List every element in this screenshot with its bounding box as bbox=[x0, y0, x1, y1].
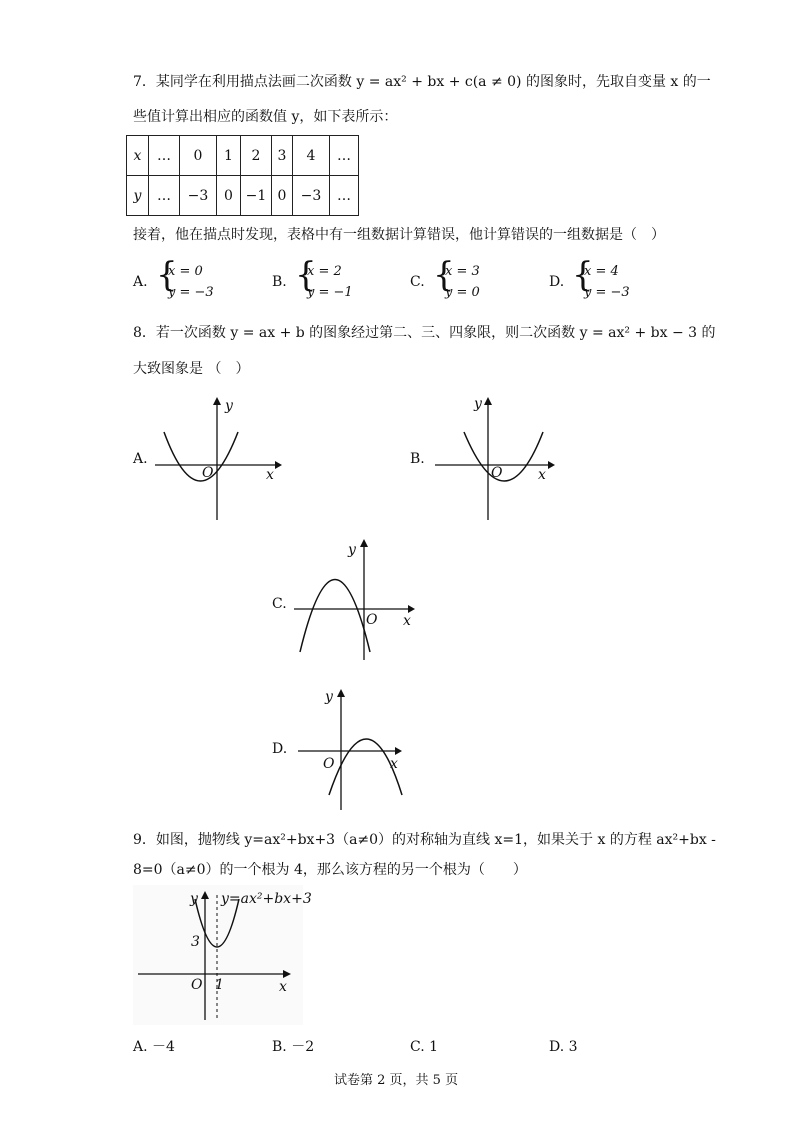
table-cell: 1 bbox=[217, 136, 241, 176]
table-cell: x bbox=[127, 136, 149, 176]
q9-stem-line1: 9．如图，抛物线 y=ax²+bx+3（a≠0）的对称轴为直线 x=1，如果关于 x 的方程 ax²+bx - bbox=[133, 832, 716, 848]
table-cell: 0 bbox=[217, 176, 241, 216]
table-cell: … bbox=[149, 136, 180, 176]
brace-icon: { bbox=[295, 255, 317, 295]
x-axis-label: x bbox=[538, 467, 546, 483]
table-cell: 0 bbox=[272, 176, 293, 216]
q7-option-c-label[interactable]: C. bbox=[410, 274, 425, 290]
table-row-x bbox=[127, 136, 359, 176]
origin-label: O bbox=[366, 612, 378, 628]
q8-graph-b bbox=[430, 395, 570, 525]
x-axis-arrow-icon bbox=[408, 605, 415, 613]
table-cell: 4 bbox=[293, 136, 330, 176]
y-axis-arrow-icon bbox=[484, 397, 492, 405]
table-cell: … bbox=[149, 176, 180, 216]
y-axis-arrow-icon bbox=[337, 689, 345, 697]
system-line: x = 2 bbox=[307, 264, 342, 279]
x-axis-label: x bbox=[279, 979, 287, 995]
table-cell: −3 bbox=[180, 176, 217, 216]
q9-option-c[interactable] bbox=[410, 1038, 438, 1056]
curve-label: y=ax²+bx+3 bbox=[221, 891, 312, 907]
x-axis-label: x bbox=[403, 613, 411, 629]
q7-option-d-label[interactable]: D. bbox=[549, 274, 565, 290]
y-axis-arrow-icon bbox=[360, 539, 368, 547]
table-cell: −1 bbox=[241, 176, 272, 216]
option-label: A. bbox=[133, 1039, 148, 1055]
parabola-curve bbox=[164, 432, 238, 481]
y-axis-label: y bbox=[474, 396, 482, 412]
q7-option-a-system bbox=[168, 261, 214, 303]
q7-option-b-label[interactable]: B. bbox=[272, 274, 287, 290]
q8-graph-a bbox=[150, 395, 290, 525]
page-footer: 试卷第 2 页，共 5 页 bbox=[334, 1073, 459, 1088]
brace-icon: { bbox=[156, 255, 178, 295]
option-value: 3 bbox=[568, 1039, 578, 1055]
table-cell: … bbox=[330, 136, 359, 176]
origin-label: O bbox=[202, 465, 214, 481]
table-row-y bbox=[127, 176, 359, 216]
q7-option-d-system bbox=[584, 261, 630, 303]
table-cell: y bbox=[127, 176, 149, 216]
option-label: D. bbox=[549, 1039, 565, 1055]
q8-option-c-label[interactable]: C. bbox=[272, 596, 287, 612]
x-axis-arrow-icon bbox=[275, 461, 282, 469]
table-cell: −3 bbox=[293, 176, 330, 216]
y-axis-label: y bbox=[190, 891, 198, 907]
brace-icon: { bbox=[572, 255, 594, 295]
system-line: x = 3 bbox=[445, 264, 480, 279]
q9-option-a[interactable] bbox=[133, 1038, 175, 1056]
x-axis-label: x bbox=[266, 467, 274, 483]
table-cell: 2 bbox=[241, 136, 272, 176]
x-axis-label: x bbox=[390, 756, 398, 772]
origin-label: O bbox=[323, 756, 335, 772]
q7-option-a-label[interactable]: A. bbox=[133, 274, 148, 290]
option-label: C. bbox=[410, 1039, 425, 1055]
y-tick-label: 3 bbox=[191, 934, 200, 950]
system-line: x = 4 bbox=[584, 264, 619, 279]
q9-graph bbox=[133, 885, 312, 1025]
system-line: y = −3 bbox=[168, 285, 214, 300]
option-value: －4 bbox=[152, 1039, 175, 1055]
q9-stem-line2: 8=0（a≠0）的一个根为 4，那么该方程的另一个根为（ ） bbox=[133, 862, 527, 878]
table-cell: … bbox=[330, 176, 359, 216]
q7-stem-line3: 接着，他在描点时发现，表格中有一组数据计算错误，他计算错误的一组数据是（ ） bbox=[133, 227, 665, 243]
q7-value-table bbox=[126, 135, 359, 216]
origin-label: O bbox=[491, 465, 503, 481]
system-line: y = −3 bbox=[584, 285, 630, 300]
q8-graph-c bbox=[290, 535, 430, 665]
y-axis-arrow-icon bbox=[213, 397, 221, 405]
q7-option-b-system bbox=[307, 261, 353, 303]
table-cell: 0 bbox=[180, 136, 217, 176]
y-axis-label: y bbox=[325, 689, 333, 705]
y-axis-label: y bbox=[348, 542, 356, 558]
option-label: B. bbox=[272, 1039, 287, 1055]
system-line: y = 0 bbox=[445, 285, 480, 300]
parabola-curve bbox=[464, 432, 543, 481]
brace-icon: { bbox=[433, 255, 455, 295]
option-value: 1 bbox=[429, 1039, 439, 1055]
system-line: x = 0 bbox=[168, 264, 203, 279]
x-axis-arrow-icon bbox=[548, 461, 555, 469]
origin-label: O bbox=[191, 977, 203, 993]
x-tick-label: 1 bbox=[215, 977, 224, 993]
parabola-curve bbox=[300, 580, 370, 653]
q8-option-a-label[interactable]: A. bbox=[133, 451, 148, 467]
q7-stem-line1: 7．某同学在利用描点法画二次函数 y = ax² + bx + c(a ≠ 0) 的图象时，先取自变量 x 的一 bbox=[133, 74, 711, 90]
system-line: y = −1 bbox=[307, 285, 353, 300]
q7-stem-line2: 些值计算出相应的函数值 y，如下表所示： bbox=[133, 109, 398, 125]
q8-graph-d bbox=[292, 685, 432, 815]
option-value: －2 bbox=[291, 1039, 315, 1055]
table-cell: 3 bbox=[272, 136, 293, 176]
q8-option-d-label[interactable]: D. bbox=[272, 741, 288, 757]
y-axis-label: y bbox=[225, 398, 233, 414]
q8-option-b-label[interactable]: B. bbox=[410, 451, 425, 467]
q8-stem-line2: 大致图象是 （ ） bbox=[133, 361, 250, 377]
q7-option-c-system bbox=[445, 261, 480, 303]
q8-stem-line1: 8．若一次函数 y = ax + b 的图象经过第二、三、四象限，则二次函数 y = ax² + bx − 3 的 bbox=[133, 325, 716, 341]
q9-option-b[interactable] bbox=[272, 1038, 314, 1056]
q9-option-d[interactable] bbox=[549, 1038, 578, 1056]
x-axis-arrow-icon bbox=[395, 747, 402, 755]
